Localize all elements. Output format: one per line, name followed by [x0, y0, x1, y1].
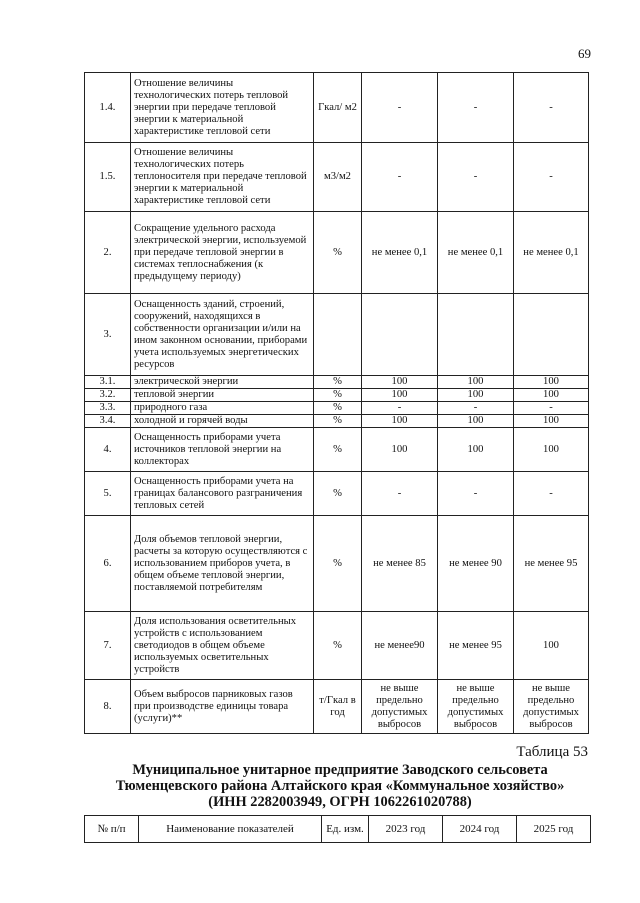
- value-2025: -: [514, 143, 589, 212]
- table-row: [85, 612, 589, 680]
- row-unit: Гкал/ м2: [314, 73, 362, 143]
- value-2024: не выше предельно допустимых выбросов: [438, 680, 514, 734]
- table-row: [85, 680, 589, 734]
- value-2024: 100: [438, 376, 514, 389]
- row-unit: %: [314, 612, 362, 680]
- row-number: 1.4.: [85, 73, 131, 143]
- value-2024: 100: [438, 389, 514, 402]
- row-name: природного газа: [131, 402, 314, 415]
- row-unit: %: [314, 516, 362, 612]
- value-2025: -: [514, 472, 589, 516]
- value-2023: -: [362, 143, 438, 212]
- col-header-unit: Ед. изм.: [322, 816, 369, 843]
- row-unit: %: [314, 212, 362, 294]
- table-row: [85, 212, 589, 294]
- row-name: Оснащенность зданий, строений, сооружений, находящихся в собственности организации и/или на ином законном основании, приборами учета используемых энергетических ресурсов: [131, 294, 314, 376]
- row-unit: %: [314, 428, 362, 472]
- row-name: Сокращение удельного расхода электрической энергии, используемой при передаче тепловой энергии в системах теплоснабжения (к предыдущему периоду): [131, 212, 314, 294]
- row-unit: %: [314, 376, 362, 389]
- value-2024: -: [438, 472, 514, 516]
- header-table: [84, 815, 591, 843]
- table-row: [85, 415, 589, 428]
- indicators-table: [84, 72, 589, 734]
- row-unit: %: [314, 472, 362, 516]
- value-2023: не менее90: [362, 612, 438, 680]
- row-name: холодной и горячей воды: [131, 415, 314, 428]
- value-2024: не менее 90: [438, 516, 514, 612]
- value-2023: [362, 294, 438, 376]
- value-2023: -: [362, 402, 438, 415]
- row-name: Оснащенность приборами учета источников тепловой энергии на коллекторах: [131, 428, 314, 472]
- row-number: 5.: [85, 472, 131, 516]
- value-2023: не менее 85: [362, 516, 438, 612]
- value-2025: 100: [514, 612, 589, 680]
- value-2025: 100: [514, 389, 589, 402]
- row-number: 2.: [85, 212, 131, 294]
- row-number: 7.: [85, 612, 131, 680]
- header-row: [85, 816, 591, 843]
- row-name: Доля использования осветительных устройств с использованием светодиодов в общем объеме используемых осветительных устройств: [131, 612, 314, 680]
- row-name: Отношение величины технологических потерь теплоносителя при передаче тепловой энергии к материальной характеристике тепловой сети: [131, 143, 314, 212]
- value-2023: -: [362, 472, 438, 516]
- row-number: 4.: [85, 428, 131, 472]
- value-2023: не выше предельно допустимых выбросов: [362, 680, 438, 734]
- value-2023: 100: [362, 415, 438, 428]
- value-2023: 100: [362, 428, 438, 472]
- row-unit: [314, 294, 362, 376]
- value-2025: [514, 294, 589, 376]
- value-2024: -: [438, 402, 514, 415]
- value-2023: 100: [362, 376, 438, 389]
- row-number: 8.: [85, 680, 131, 734]
- value-2025: не менее 95: [514, 516, 589, 612]
- value-2025: не выше предельно допустимых выбросов: [514, 680, 589, 734]
- row-number: 3.: [85, 294, 131, 376]
- value-2024: [438, 294, 514, 376]
- section-title: [40, 762, 640, 810]
- value-2023: не менее 0,1: [362, 212, 438, 294]
- value-2024: 100: [438, 415, 514, 428]
- table-row: [85, 389, 589, 402]
- table-row: [85, 516, 589, 612]
- row-number: 3.4.: [85, 415, 131, 428]
- table-row: [85, 294, 589, 376]
- value-2025: 100: [514, 376, 589, 389]
- row-number: 1.5.: [85, 143, 131, 212]
- value-2025: 100: [514, 415, 589, 428]
- row-number: 3.3.: [85, 402, 131, 415]
- row-number: 6.: [85, 516, 131, 612]
- table-row: [85, 402, 589, 415]
- table-row: [85, 428, 589, 472]
- table-row: [85, 143, 589, 212]
- row-unit: м3/м2: [314, 143, 362, 212]
- col-header-num: № п/п: [85, 816, 139, 843]
- row-unit: %: [314, 389, 362, 402]
- value-2024: -: [438, 73, 514, 143]
- row-name: Объем выбросов парниковых газов при производстве единицы товара (услуги)**: [131, 680, 314, 734]
- table-label: Таблица 53: [516, 744, 588, 760]
- title-line: Муниципальное унитарное предприятие Заводского сельсовета: [132, 762, 548, 778]
- row-name: Доля объемов тепловой энергии, расчеты за которую осуществляются с использованием приборов учета, в общем объеме тепловой энергии, поставляемой потребителям: [131, 516, 314, 612]
- row-unit: т/Гкал в год: [314, 680, 362, 734]
- value-2024: -: [438, 143, 514, 212]
- value-2025: 100: [514, 428, 589, 472]
- value-2024: 100: [438, 428, 514, 472]
- table-row: [85, 73, 589, 143]
- row-name: Отношение величины технологических потерь тепловой энергии при передаче тепловой энергии к материальной характеристике тепловой сети: [131, 73, 314, 143]
- title-line: Тюменцевского района Алтайского края «Коммунальное хозяйство»: [115, 778, 565, 794]
- col-header-2024: 2024 год: [443, 816, 517, 843]
- value-2025: не менее 0,1: [514, 212, 589, 294]
- value-2025: -: [514, 73, 589, 143]
- value-2024: не менее 0,1: [438, 212, 514, 294]
- col-header-name: Наименование показателей: [139, 816, 322, 843]
- value-2023: -: [362, 73, 438, 143]
- table-row: [85, 376, 589, 389]
- row-number: 3.2.: [85, 389, 131, 402]
- title-line: (ИНН 2282003949, ОГРН 1062261020788): [208, 794, 472, 810]
- row-unit: %: [314, 415, 362, 428]
- row-name: Оснащенность приборами учета на границах балансового разграничения тепловых сетей: [131, 472, 314, 516]
- col-header-2023: 2023 год: [369, 816, 443, 843]
- page-number: 69: [578, 46, 591, 61]
- row-unit: %: [314, 402, 362, 415]
- value-2025: -: [514, 402, 589, 415]
- table-row: [85, 472, 589, 516]
- value-2023: 100: [362, 389, 438, 402]
- row-name: электрической энергии: [131, 376, 314, 389]
- row-number: 3.1.: [85, 376, 131, 389]
- value-2024: не менее 95: [438, 612, 514, 680]
- row-name: тепловой энергии: [131, 389, 314, 402]
- col-header-2025: 2025 год: [517, 816, 591, 843]
